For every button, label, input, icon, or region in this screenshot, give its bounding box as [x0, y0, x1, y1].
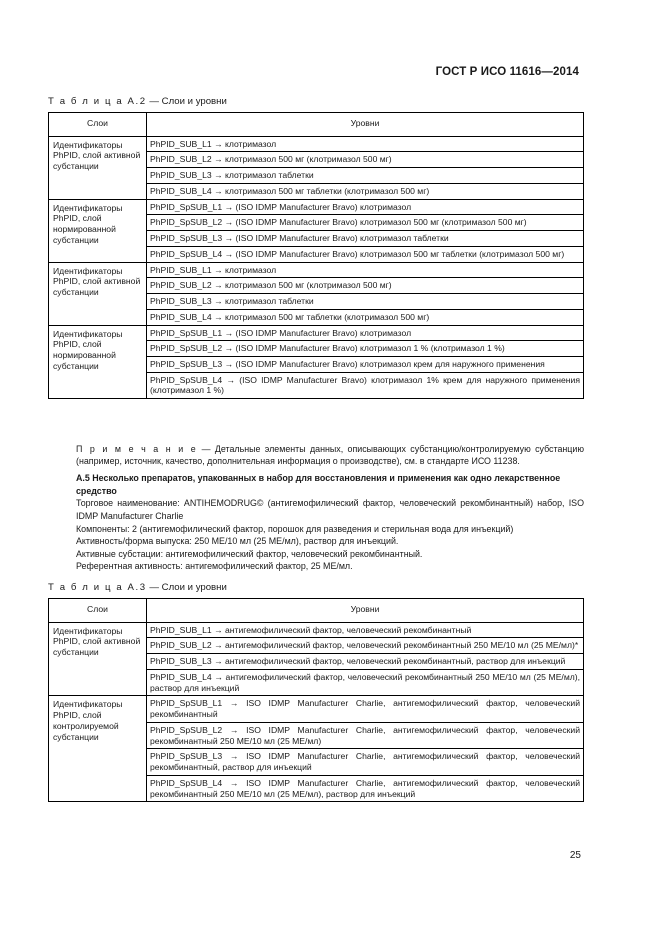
layer-cell: Идентификаторы PhPID, слой нормированной субстанции	[49, 199, 147, 262]
table-row	[49, 622, 584, 638]
document-header: ГОСТ Р ИСО 11616—2014	[435, 66, 579, 78]
level-cell: PhPID_SpSUB_L4 → (ISO IDMP Manufacturer Bravo) клотримазол 500 мг таблетки (клотримазол 500 мг)	[147, 246, 584, 262]
table-a2-caption	[48, 96, 227, 107]
table-a2	[48, 112, 584, 399]
page-number: 25	[569, 850, 581, 861]
note-text: — Детальные элементы данных, описывающих субстанцию/контролируемую субстанцию (например, источник, качество, дополнительная информация о производстве), см. в стандарте ИСО 11238.	[76, 444, 584, 467]
table-a2-caption-label: Т а б л и ц а А.2	[48, 96, 147, 107]
section-a5-activity: Активность/форма выпуска: 250 МЕ/10 мл (25 МЕ/мл), раствор для инъекций.	[76, 536, 399, 547]
level-cell: PhPID_SUB_L3 → клотримазол таблетки	[147, 168, 584, 184]
layer-cell: Идентификаторы PhPID, слой контролируемой субстанции	[49, 696, 147, 802]
table-row	[49, 262, 584, 278]
level-cell: PhPID_SUB_L2 → клотримазол 500 мг (клотримазол 500 мг)	[147, 278, 584, 294]
level-cell: PhPID_SUB_L4 → антигемофилический фактор, человеческий рекомбинантный 250 МЕ/10 мл (25 МЕ/мл), раствор для инъекций	[147, 669, 584, 695]
level-cell: PhPID_SpSUB_L3 → ISO IDMP Manufacturer Charlie, антигемофилический фактор, человеческий рекомбинантный, раствор для инъекций	[147, 749, 584, 775]
section-a5-components: Компоненты: 2 (антигемофилический фактор, порошок для разведения и стерильная вода для инъекций)	[76, 523, 514, 534]
layer-cell: Идентификаторы PhPID, слой активной субстанции	[49, 262, 147, 325]
section-a5-active-substances: Активные субстации: антигемофилический фактор, человеческий рекомбинантный.	[76, 548, 423, 559]
level-cell: PhPID_SUB_L4 → клотримазол 500 мг таблетки (клотримазол 500 мг)	[147, 309, 584, 325]
table-a2-caption-text: — Слои и уровни	[146, 96, 227, 107]
table-a3-caption-label: Т а б л и ц а А.3	[48, 582, 147, 593]
layer-cell: Идентификаторы PhPID, слой активной субстанции	[49, 622, 147, 696]
level-cell: PhPID_SpSUB_L4 → ISO IDMP Manufacturer Charlie, антигемофилический фактор, человеческий рекомбинантный 250 МЕ/10 мл (25 МЕ/мл), раствор для инъекций	[147, 775, 584, 801]
level-cell: PhPID_SUB_L2 → антигемофилический фактор, человеческий рекомбинантный 250 МЕ/10 мл (25 МЕ/мл)*	[147, 638, 584, 654]
table-row	[49, 136, 584, 152]
table-a2-header-layers: Слои	[49, 113, 147, 137]
note-label: П р и м е ч а н и е	[76, 444, 198, 454]
table-a3-body	[49, 622, 584, 802]
table-a3-caption-text: — Слои и уровни	[146, 582, 227, 593]
table-a2-header-levels: Уровни	[147, 113, 584, 137]
table-a3-caption	[48, 582, 227, 593]
level-cell: PhPID_SpSUB_L2 → ISO IDMP Manufacturer Charlie, антигемофилический фактор, человеческий рекомбинантный 250 МЕ/10 мл (25 МЕ/мл)	[147, 722, 584, 748]
layer-cell: Идентификаторы PhPID, слой активной субстанции	[49, 136, 147, 199]
level-cell: PhPID_SpSUB_L2 → (ISO IDMP Manufacturer Bravo) клотримазол 500 мг (клотримазол 500 мг)	[147, 215, 584, 231]
level-cell: PhPID_SUB_L1 → клотримазол	[147, 262, 584, 278]
level-cell: PhPID_SpSUB_L3 → (ISO IDMP Manufacturer Bravo) клотримазол крем для наружного применения	[147, 357, 584, 373]
level-cell: PhPID_SUB_L2 → клотримазол 500 мг (клотримазол 500 мг)	[147, 152, 584, 168]
section-a5-reference-activity: Референтная активность: антигемофилический фактор, 25 МЕ/мл.	[76, 561, 353, 572]
table-row	[49, 199, 584, 215]
section-a5-trade-name: Торговое наименование: ANTIHEMODRUG© (антигемофилический фактор, человеческий рекомбинантный) набор, ISO IDMP Manufacturer Charlie	[76, 498, 584, 521]
level-cell: PhPID_SpSUB_L1 → (ISO IDMP Manufacturer Bravo) клотримазол	[147, 325, 584, 341]
level-cell: PhPID_SUB_L1 → антигемофилический фактор, человеческий рекомбинантный	[147, 622, 584, 638]
level-cell: PhPID_SpSUB_L3 → (ISO IDMP Manufacturer Bravo) клотримазол таблетки	[147, 231, 584, 247]
level-cell: PhPID_SUB_L1 → клотримазол	[147, 136, 584, 152]
table-a3	[48, 598, 584, 802]
table-a2-note	[48, 443, 584, 468]
table-row	[49, 696, 584, 722]
table-a3-header-levels: Уровни	[147, 599, 584, 623]
level-cell: PhPID_SpSUB_L4 → (ISO IDMP Manufacturer Bravo) клотримазол 1% крем для наружного применения (клотримазол 1 %)	[147, 372, 584, 398]
layer-cell: Идентификаторы PhPID, слой нормированной субстанции	[49, 325, 147, 399]
level-cell: PhPID_SUB_L4 → клотримазол 500 мг таблетки (клотримазол 500 мг)	[147, 183, 584, 199]
level-cell: PhPID_SpSUB_L2 → (ISO IDMP Manufacturer Bravo) клотримазол 1 % (клотримазол 1 %)	[147, 341, 584, 357]
section-a5	[48, 472, 584, 573]
level-cell: PhPID_SpSUB_L1 → (ISO IDMP Manufacturer Bravo) клотримазол	[147, 199, 584, 215]
level-cell: PhPID_SpSUB_L1 → ISO IDMP Manufacturer Charlie, антигемофилический фактор, человеческий рекомбинантный	[147, 696, 584, 722]
table-row	[49, 325, 584, 341]
level-cell: PhPID_SUB_L3 → клотримазол таблетки	[147, 294, 584, 310]
table-a3-header-layers: Слои	[49, 599, 147, 623]
table-a2-body	[49, 136, 584, 398]
level-cell: PhPID_SUB_L3 → антигемофилический фактор, человеческий рекомбинантный, раствор для инъекций	[147, 654, 584, 670]
section-a5-title: А.5 Несколько препаратов, упакованных в набор для восстановления и применения как одно лекарственное средство	[76, 473, 561, 496]
